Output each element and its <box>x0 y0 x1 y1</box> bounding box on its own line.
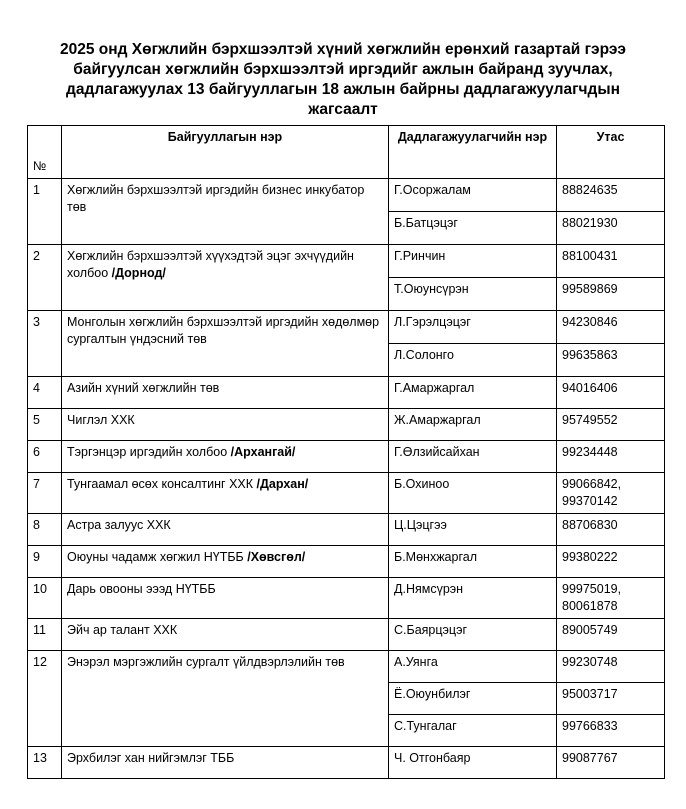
trainer-phone: 99230748 <box>557 651 665 683</box>
organization-region: /Дорнод/ <box>111 266 166 280</box>
organization-cell <box>62 441 389 473</box>
trainer-phone: 88100431 <box>557 245 665 278</box>
header-organization: Байгууллагын нэр <box>62 126 389 179</box>
row-number: 7 <box>28 473 62 514</box>
table-row <box>28 377 665 409</box>
row-number: 2 <box>28 245 62 311</box>
organization-name: Астра залуус ХХК <box>67 518 171 532</box>
organization-cell <box>62 578 389 619</box>
title-line: байгуулсан хөгжлийн бэрхшээлтэй иргэдийг ажлын байранд зуучлах, <box>73 61 613 78</box>
table-row <box>28 245 665 278</box>
trainer-phone: 94016406 <box>557 377 665 409</box>
title-line: дадлагажуулах 13 байгууллагын 18 ажлын байрны дадлагажуулагчдын <box>66 81 620 98</box>
trainer-phone: 99380222 <box>557 546 665 578</box>
table-body <box>28 179 665 779</box>
organization-name: Тунгаамал өсөх консалтинг ХХК <box>67 477 254 491</box>
row-number: 1 <box>28 179 62 245</box>
title-line: 2025 онд Хөгжлийн бэрхшээлтэй хүний хөгжлийн ерөнхий газартай гэрээ <box>60 41 626 58</box>
trainer-name: Ч. Отгонбаяр <box>389 747 557 779</box>
trainer-phone: 88021930 <box>557 212 665 245</box>
row-number: 6 <box>28 441 62 473</box>
trainer-phone: 88824635 <box>557 179 665 212</box>
header-number: № <box>28 126 62 179</box>
organization-name: Оюуны чадамж хөгжил НҮТББ <box>67 550 244 564</box>
table-header-row <box>28 126 665 179</box>
table-row <box>28 179 665 212</box>
trainer-phone: 99589869 <box>557 278 665 311</box>
trainer-name: Ж.Амаржаргал <box>389 409 557 441</box>
trainer-name: Л.Солонго <box>389 344 557 377</box>
trainer-name: А.Уянга <box>389 651 557 683</box>
trainer-name: С.Тунгалаг <box>389 715 557 747</box>
trainer-name: Б.Охиноо <box>389 473 557 514</box>
trainer-name: Ц.Цэцгээ <box>389 514 557 546</box>
organization-cell <box>62 514 389 546</box>
organization-name: Дарь овооны эээд НҮТББ <box>67 582 216 596</box>
organization-name: Хөгжлийн бэрхшээлтэй хүүхэдтэй эцэг эхчүүдийн холбоо <box>67 249 354 280</box>
organization-cell <box>62 473 389 514</box>
table-row <box>28 311 665 344</box>
trainer-name: Б.Батцэцэг <box>389 212 557 245</box>
row-number: 10 <box>28 578 62 619</box>
trainer-name: Л.Гэрэлцэцэг <box>389 311 557 344</box>
organization-cell <box>62 245 389 311</box>
trainer-phone: 99066842, 99370142 <box>557 473 665 514</box>
trainer-phone: 99975019, 80061878 <box>557 578 665 619</box>
organization-name: Эрхбилэг хан нийгэмлэг ТББ <box>67 751 235 765</box>
row-number: 13 <box>28 747 62 779</box>
trainer-name: Г.Өлзийсайхан <box>389 441 557 473</box>
organization-name: Эйч ар талант ХХК <box>67 623 178 637</box>
organization-name: Энэрэл мэргэжлийн сургалт үйлдвэрлэлийн төв <box>67 655 345 669</box>
trainer-phone: 99234448 <box>557 441 665 473</box>
table-row <box>28 747 665 779</box>
trainer-phone: 99087767 <box>557 747 665 779</box>
trainer-phone: 95749552 <box>557 409 665 441</box>
table-row <box>28 409 665 441</box>
organization-name: Чиглэл ХХК <box>67 413 135 427</box>
trainer-name: С.Баярцэцэг <box>389 619 557 651</box>
table-row <box>28 651 665 683</box>
table-row <box>28 578 665 619</box>
row-number: 4 <box>28 377 62 409</box>
trainer-name: Г.Осоржалам <box>389 179 557 212</box>
table-row <box>28 546 665 578</box>
row-number: 5 <box>28 409 62 441</box>
trainer-phone: 94230846 <box>557 311 665 344</box>
row-number: 9 <box>28 546 62 578</box>
row-number: 8 <box>28 514 62 546</box>
organization-name: Хөгжлийн бэрхшээлтэй иргэдийн бизнес инкубатор төв <box>67 183 365 214</box>
row-number: 12 <box>28 651 62 747</box>
header-phone: Утас <box>557 126 665 179</box>
trainer-name: Г.Амаржаргал <box>389 377 557 409</box>
trainer-phone: 88706830 <box>557 514 665 546</box>
organization-cell <box>62 409 389 441</box>
organization-cell <box>62 747 389 779</box>
trainers-table <box>27 125 665 779</box>
trainer-name: Т.Оюунсүрэн <box>389 278 557 311</box>
trainer-phone: 89005749 <box>557 619 665 651</box>
header-trainer: Дадлагажуулагчийн нэр <box>389 126 557 179</box>
organization-name: Тэргэнцэр иргэдийн холбоо <box>67 445 228 459</box>
organization-cell <box>62 377 389 409</box>
organization-region: /Дархан/ <box>256 477 309 491</box>
organization-cell <box>62 619 389 651</box>
title-line: жагсаалт <box>308 101 378 118</box>
trainer-name: Ё.Оюунбилэг <box>389 683 557 715</box>
document-title <box>0 40 686 120</box>
table-row <box>28 473 665 514</box>
organization-cell <box>62 179 389 245</box>
table-row <box>28 619 665 651</box>
table-row <box>28 441 665 473</box>
organization-region: /Архангай/ <box>230 445 296 459</box>
organization-cell <box>62 651 389 747</box>
organization-region: /Хөвсгөл/ <box>247 550 306 564</box>
trainer-name: Д.Нямсүрэн <box>389 578 557 619</box>
trainer-phone: 99635863 <box>557 344 665 377</box>
table-row <box>28 514 665 546</box>
organization-name: Монголын хөгжлийн бэрхшээлтэй иргэдийн хөдөлмөр сургалтын үндэсний төв <box>67 315 380 346</box>
trainer-phone: 99766833 <box>557 715 665 747</box>
trainer-name: Б.Мөнхжаргал <box>389 546 557 578</box>
trainer-phone: 95003717 <box>557 683 665 715</box>
row-number: 11 <box>28 619 62 651</box>
trainer-name: Г.Ринчин <box>389 245 557 278</box>
organization-cell <box>62 546 389 578</box>
organization-cell <box>62 311 389 377</box>
organization-name: Азийн хүний хөгжлийн төв <box>67 381 220 395</box>
row-number: 3 <box>28 311 62 377</box>
